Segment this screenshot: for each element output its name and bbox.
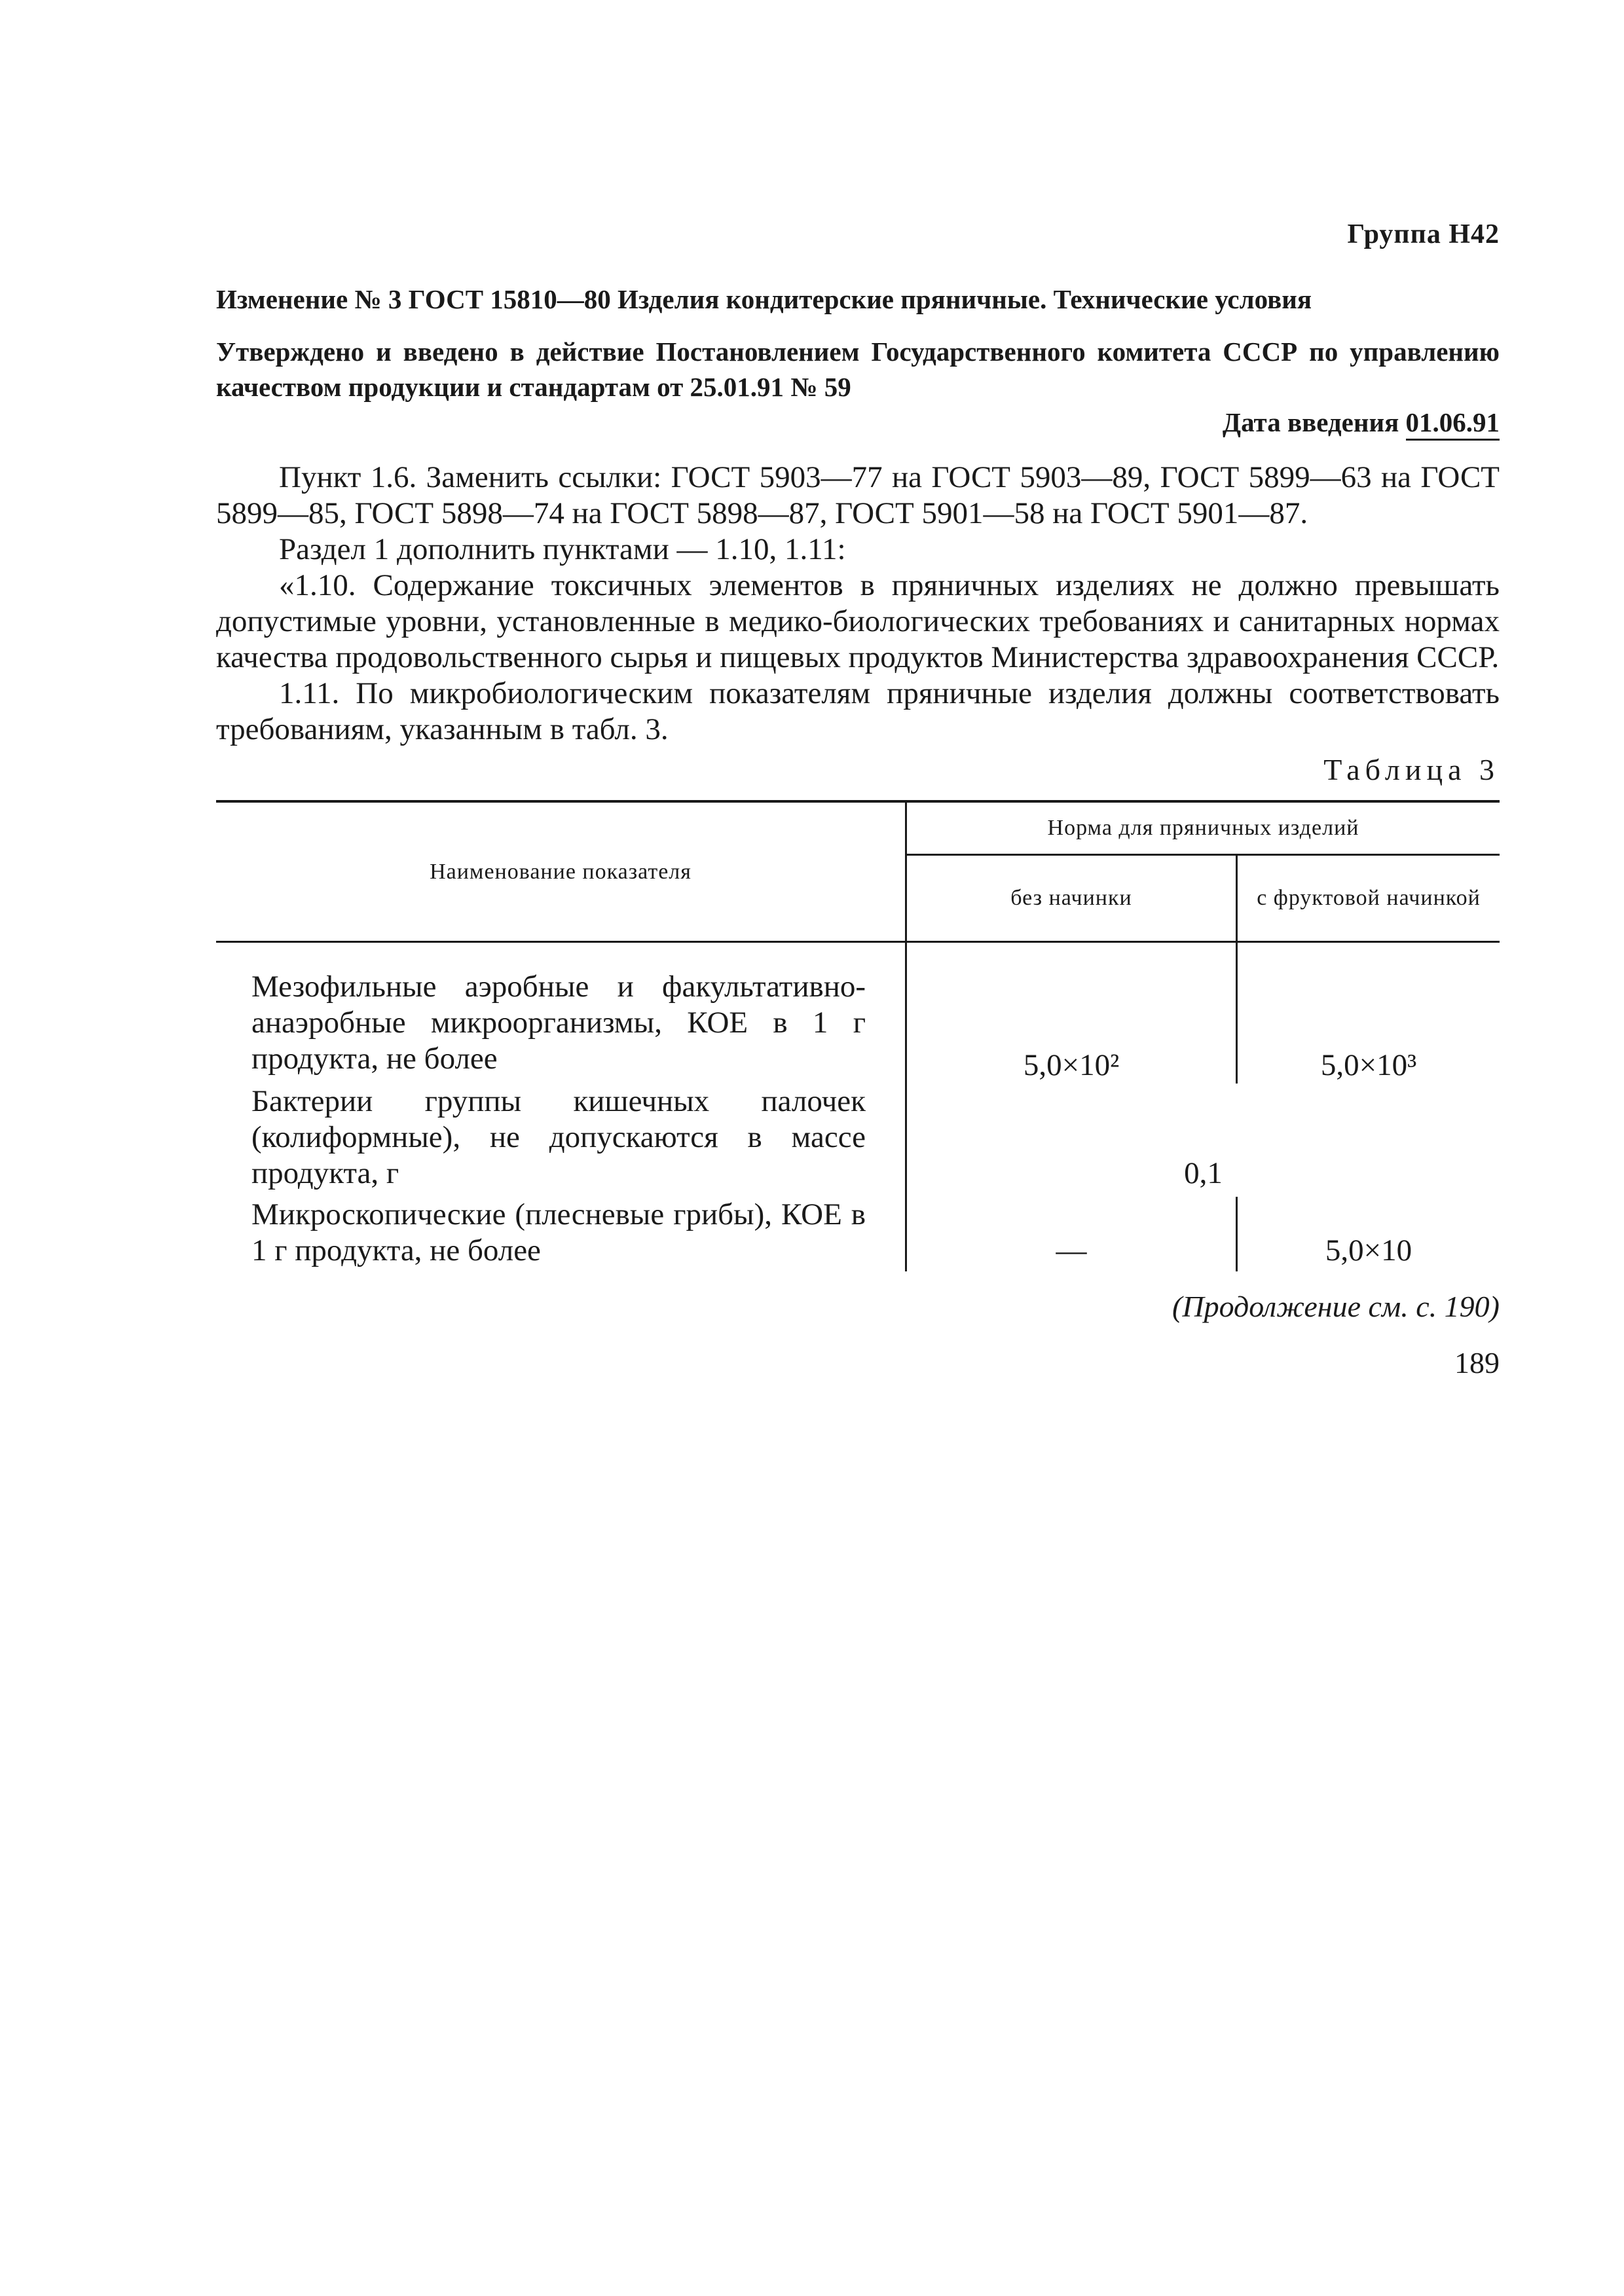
value-plain-cell: [906, 1197, 1237, 1271]
intro-date-value: 01.06.91: [1406, 407, 1500, 441]
paragraph-section-1: Раздел 1 дополнить пунктами — 1.10, 1.11:: [279, 532, 846, 566]
paragraph-1-10: «1.10. Содержание токсичных элементов в пряничных изделиях не должно превышать допустимые уровни, установленные в медико-биологических требованиях и санитарных нормах качества продовольственного сырья и пищевых продуктов Министерства здравоохранения СССР.: [216, 568, 1500, 674]
paragraph-1-6: Пункт 1.6. Заменить ссылки: ГОСТ 5903—77 на ГОСТ 5903—89, ГОСТ 5899—63 на ГОСТ 5899—85, ГОСТ 5898—74 на ГОСТ 5898—87, ГОСТ 5901—58 на ГОСТ 5901—87.: [216, 460, 1500, 530]
value-shared-cell: [906, 1084, 1500, 1197]
header-plain: без начинки: [906, 855, 1237, 942]
value-shared: 0,1: [1184, 1156, 1223, 1190]
change-title: Изменение № 3 ГОСТ 15810—80 Изделия кондитерские пряничные. Технические условия: [216, 284, 1312, 314]
indicator-cell: Микроскопические (плесневые грибы), КОЕ в 1 г продукта, не более: [251, 1197, 866, 1267]
table-row: [216, 1084, 1500, 1197]
value-fruit: 5,0×10³: [1320, 1048, 1417, 1082]
paragraph-1-11: 1.11. По микробиологическим показателям пряничные изделия должны соответствовать требованиям, указанным в табл. 3.: [216, 676, 1500, 746]
value-fruit-cell: [1237, 942, 1500, 1084]
table-row: [216, 942, 1500, 1084]
indicator-cell: Мезофильные аэробные и факультативно-анаэробные микроорганизмы, КОЕ в 1 г продукта, не более: [251, 970, 866, 1076]
header-indicator: Наименование показателя: [216, 801, 906, 942]
value-plain-cell: [906, 942, 1237, 1084]
continuation-note: (Продолжение см. с. 190): [1172, 1290, 1500, 1323]
approval-statement: Утверждено и введено в действие Постановлением Государственного комитета СССР по управлению качеством продукции и стандартам от 25.01.91 № 59: [216, 337, 1500, 402]
value-fruit: 5,0×10: [1325, 1233, 1412, 1267]
table-caption: Таблица 3: [1323, 753, 1500, 786]
introduction-date: [216, 405, 1500, 440]
body-text: [216, 460, 1500, 748]
value-plain: —: [1056, 1233, 1087, 1267]
group-label: Группа Н42: [1347, 219, 1500, 249]
header-fruit: с фруктовой начинкой: [1237, 855, 1500, 942]
page-number: 189: [1454, 1346, 1500, 1379]
value-fruit-cell: [1237, 1197, 1500, 1271]
norms-table: [216, 800, 1500, 1271]
document-page: [216, 216, 1500, 1381]
header-norm-group: Норма для пряничных изделий: [906, 801, 1500, 855]
value-plain: 5,0×10²: [1023, 1048, 1120, 1082]
intro-date-label: Дата введения: [1222, 407, 1399, 437]
indicator-cell: Бактерии группы кишечных палочек (колиформные), не допускаются в массе продукта, г: [251, 1084, 866, 1190]
table-row: [216, 1197, 1500, 1271]
